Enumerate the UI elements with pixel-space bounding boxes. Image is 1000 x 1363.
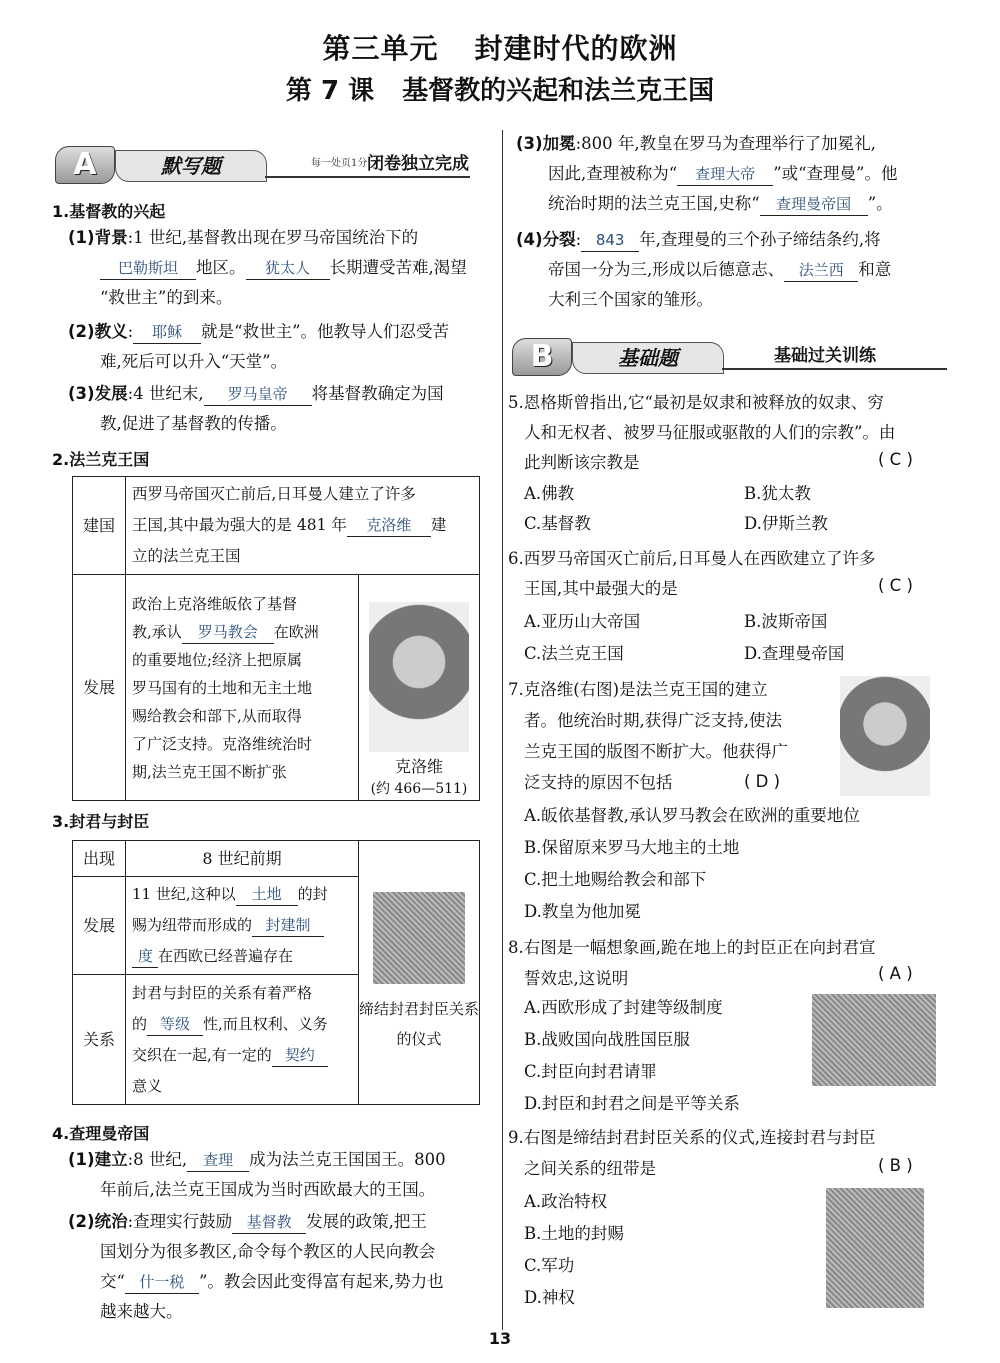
q2-img-caption: 克洛维 (394, 757, 443, 776)
text: 成为法兰克王国国王。800 (249, 1150, 446, 1169)
q4-rule-line2: 国划分为很多教区,命令每个教区的人民向教会 (100, 1242, 436, 1261)
q2-row1-head: 建国 (73, 477, 126, 575)
text: 立的法兰克王国 (132, 547, 241, 565)
text: 6.西罗马帝国灭亡前后,日耳曼人在西欧建立了许多 (508, 549, 876, 568)
text: 的重要地位;经济上把原属 (132, 650, 303, 669)
answer-blank: 度 (132, 945, 158, 968)
q9-option-c: C.军功 (524, 1256, 575, 1275)
section-a-note: 每一处页1分 (311, 158, 368, 169)
q4-split (516, 228, 956, 253)
q6-option-c: C.法兰克王国 (524, 644, 624, 663)
section-a-banner (55, 146, 475, 186)
q4-rule-line4: 越来越大。 (100, 1302, 183, 1321)
answer-blank: 法兰西 (784, 259, 858, 282)
answer-blank: 基督教 (232, 1211, 306, 1234)
q3-r3-head: 关系 (73, 975, 126, 1105)
answer-blank: 罗马教会 (182, 621, 274, 644)
section-a-aside: 闭卷独立完成 (367, 154, 469, 174)
text: : (575, 230, 582, 249)
q3-r1-head: 出现 (73, 841, 126, 877)
q1-background (68, 226, 488, 251)
text: :4 世纪末, (127, 384, 204, 403)
q4-rule-line3 (100, 1270, 500, 1295)
q7-option-d: D.教皇为他加冕 (524, 902, 641, 921)
unit-name: 封建时代的欧洲 (474, 32, 678, 65)
q4-split-line2 (548, 258, 968, 283)
text: 期,法兰克王国不断扩张 (132, 762, 287, 781)
q7-option-a: A.皈依基督教,承认罗马教会在欧洲的重要地位 (524, 806, 860, 825)
answer-blank: 耶稣 (133, 321, 201, 344)
text: 建 (430, 516, 447, 534)
text: ”。 (867, 194, 893, 213)
text: :查理实行鼓励 (127, 1212, 233, 1231)
q8-answer: ( A ) (878, 964, 913, 983)
clovis-portrait (369, 602, 469, 752)
q6-option-d: D.查理曼帝国 (744, 644, 845, 663)
q7-answer: ( D ) (744, 772, 781, 791)
answer-blank: 查理大帝 (677, 163, 773, 186)
q4-est-key: (1)建立 (68, 1150, 128, 1169)
q3-img-caption: 缔结封君封臣关系的仪式 (359, 999, 480, 1048)
q2-row2-cell (126, 575, 359, 801)
ceremony-image (373, 892, 465, 984)
text: 了广泛支持。克洛维统治时 (132, 734, 313, 753)
text: 帝国一分为三,形成以后德意志、 (548, 260, 785, 279)
page-number: 13 (488, 1329, 512, 1348)
q9-option-a: A.政治特权 (524, 1192, 608, 1211)
q4-crown (516, 132, 956, 157)
text: ”或“查理曼”。他 (773, 164, 898, 183)
q1-dev-key: (3)发展 (68, 384, 128, 403)
text: 的封 (297, 885, 328, 903)
q2-img-years: (约 466—511) (370, 781, 468, 797)
q6-option-a: A.亚历山大帝国 (524, 612, 641, 631)
q1-doc-key: (2)教义 (68, 322, 128, 341)
q5-option-d: D.伊斯兰教 (744, 514, 828, 533)
q4-rule (68, 1210, 498, 1235)
column-divider (502, 130, 503, 1330)
text: 政治上克洛维皈依了基督 (132, 594, 298, 613)
text: 发展的政策,把王 (306, 1212, 427, 1231)
q6-answer: ( C ) (878, 576, 913, 595)
q4-est-line2: 年前后,法兰克王国成为当时西欧最大的王国。 (100, 1180, 436, 1199)
q7-option-b: B.保留原来罗马大地主的土地 (524, 838, 740, 857)
q2-title: 2.法兰克王国 (52, 450, 150, 469)
text: 之间关系的纽带是 (524, 1159, 656, 1178)
answer-blank: 等级 (147, 1013, 203, 1036)
q3-image-cell (359, 841, 480, 1105)
answer-blank: 巴勒斯坦 (100, 257, 196, 280)
text: 者。他统治时期,获得广泛支持,使法 (524, 711, 782, 730)
fealty-painting (812, 994, 936, 1086)
text: 的 (132, 1014, 148, 1033)
section-b-badge: B (512, 338, 572, 376)
text: ”。教会因此变得富有起来,势力也 (198, 1272, 444, 1291)
text: 7.克洛维(右图)是法兰克王国的建立 (508, 680, 768, 699)
q8-option-c: C.封臣向封君请罪 (524, 1062, 657, 1081)
text: 将基督教确定为国 (311, 384, 444, 403)
q7-stem (508, 674, 848, 798)
text: 意义 (132, 1076, 163, 1095)
section-b-aside: 基础过关训练 (774, 346, 876, 366)
answer-blank: 封建制 (252, 914, 324, 937)
q9-answer: ( B ) (878, 1156, 913, 1175)
text: 地区。 (196, 258, 246, 277)
ceremony-image-small (826, 1188, 924, 1308)
q4-split-key: (4)分裂 (516, 230, 576, 249)
text: 长期遭受苦难,渴望 (329, 258, 467, 277)
text: 封君与封臣的关系有着严格 (132, 983, 313, 1002)
text: 因此,查理被称为“ (548, 164, 678, 183)
answer-blank: 契约 (272, 1044, 328, 1067)
text: 8.右图是一幅想象画,跪在地上的封臣正在向封君宣 (508, 938, 876, 957)
q5-option-c: C.基督教 (524, 514, 591, 533)
q4-crown-key: (3)加冕 (516, 134, 576, 153)
text: 泛支持的原因不包括 (524, 773, 673, 792)
text: 西罗马帝国灭亡前后,日耳曼人建立了许多 (132, 485, 416, 503)
q1-bg-text: :1 世纪,基督教出现在罗马帝国统治下的 (127, 228, 419, 247)
q2-row2-head: 发展 (73, 575, 126, 801)
section-b-banner (512, 338, 952, 378)
text: 性,而且权利、义务 (203, 1014, 328, 1033)
answer-blank: 查理曼帝国 (760, 193, 868, 216)
text: 兰克王国的版图不断扩大。他获得广 (524, 742, 788, 761)
section-a-name: 默写题 (115, 150, 267, 182)
q8-option-b: B.战败国向战胜国臣服 (524, 1030, 690, 1049)
q1-development (68, 382, 488, 407)
q1-doctrine (68, 320, 488, 345)
text: 王国,其中最强大的是 (524, 579, 678, 598)
q1-dev-line2: 教,促进了基督教的传播。 (100, 414, 287, 433)
q6-option-b: B.波斯帝国 (744, 612, 828, 631)
text: 在西欧已经普遍存在 (158, 947, 294, 965)
q1-bg-line3: “救世主”的到来。 (100, 288, 233, 307)
q3-r2-head: 发展 (73, 877, 126, 975)
text: : (127, 322, 134, 341)
q3-r1-text: 8 世纪前期 (126, 841, 359, 877)
answer-blank: 克洛维 (347, 514, 431, 537)
section-a-badge: A (55, 146, 115, 184)
answer-blank: 843 (581, 229, 639, 252)
text: 年,查理曼的三个孙子缔结条约,将 (639, 230, 881, 249)
text: 统治时期的法兰克王国,史称“ (548, 194, 760, 213)
q1-bg-key: (1)背景 (68, 228, 128, 247)
text: 王国,其中最为强大的是 481 年 (132, 516, 347, 534)
text: 交“ (100, 1272, 125, 1291)
q4-rule-key: (2)统治 (68, 1212, 128, 1231)
text: 11 世纪,这种以 (132, 885, 236, 903)
q2-row1-cell (126, 477, 480, 575)
text: 赐给教会和部下,从而取得 (132, 706, 302, 725)
answer-blank: 犹太人 (246, 257, 330, 280)
text: 罗马国有的土地和无主土地 (132, 678, 313, 697)
section-b-name: 基础题 (572, 342, 724, 374)
q8-option-d: D.封臣和封君之间是平等关系 (524, 1094, 740, 1113)
lesson-label: 第 7 课 (285, 76, 375, 106)
text: 赐为纽带而形成的 (132, 916, 253, 934)
q5-option-a: A.佛教 (524, 484, 575, 503)
q1-doc-line2: 难,死后可以升入“天堂”。 (100, 352, 288, 371)
text: 人和无权者、被罗马征服或驱散的人们的宗教”。由 (524, 423, 896, 442)
q3-table (72, 840, 480, 1105)
unit-label: 第三单元 (322, 32, 439, 65)
q7-option-c: C.把土地赐给教会和部下 (524, 870, 707, 889)
text: 誓效忠,这说明 (524, 969, 629, 988)
text: 教,承认 (132, 622, 182, 641)
text: 在欧洲 (273, 622, 319, 641)
q3-title: 3.封君与封臣 (52, 812, 150, 831)
text: :800 年,教皇在罗马为查理举行了加冕礼, (575, 134, 876, 153)
q4-crown-line2 (548, 162, 968, 187)
q3-r2-cell (126, 877, 359, 975)
q9-option-d: D.神权 (524, 1288, 575, 1307)
text: :8 世纪, (127, 1150, 188, 1169)
answer-blank: 土地 (236, 883, 298, 906)
q5-option-b: B.犹太教 (744, 484, 811, 503)
q4-crown-line3 (548, 192, 968, 217)
answer-blank: 罗马皇帝 (204, 383, 312, 406)
lesson-name: 基督教的兴起和法兰克王国 (402, 76, 715, 106)
lesson-title (0, 72, 1000, 111)
q4-split-line3: 大利三个国家的雏形。 (548, 290, 713, 309)
q2-table (72, 476, 480, 801)
clovis-portrait-small (840, 676, 930, 796)
q5-answer: ( C ) (878, 450, 913, 469)
q1-title: 1.基督教的兴起 (52, 202, 166, 221)
q9-option-b: B.土地的封赐 (524, 1224, 624, 1243)
text: 和意 (858, 260, 892, 279)
text: 9.右图是缔结封君封臣关系的仪式,连接封君与封臣 (508, 1128, 876, 1147)
text: 交织在一起,有一定的 (132, 1045, 272, 1064)
q2-portrait-cell (359, 575, 480, 801)
q1-background-line2 (100, 256, 500, 281)
text: 就是“救世主”。他教导人们忍受苦 (201, 322, 450, 341)
unit-title (0, 28, 1000, 70)
q8-option-a: A.西欧形成了封建等级制度 (524, 998, 723, 1017)
q3-r3-cell (126, 975, 359, 1105)
answer-blank: 查理 (187, 1149, 249, 1172)
q4-establish (68, 1148, 488, 1173)
text: 5.恩格斯曾指出,它“最初是奴隶和被释放的奴隶、穷 (508, 393, 884, 412)
answer-blank: 什一税 (125, 1271, 199, 1294)
text: 此判断该宗教是 (524, 453, 640, 472)
q4-title: 4.查理曼帝国 (52, 1124, 150, 1143)
